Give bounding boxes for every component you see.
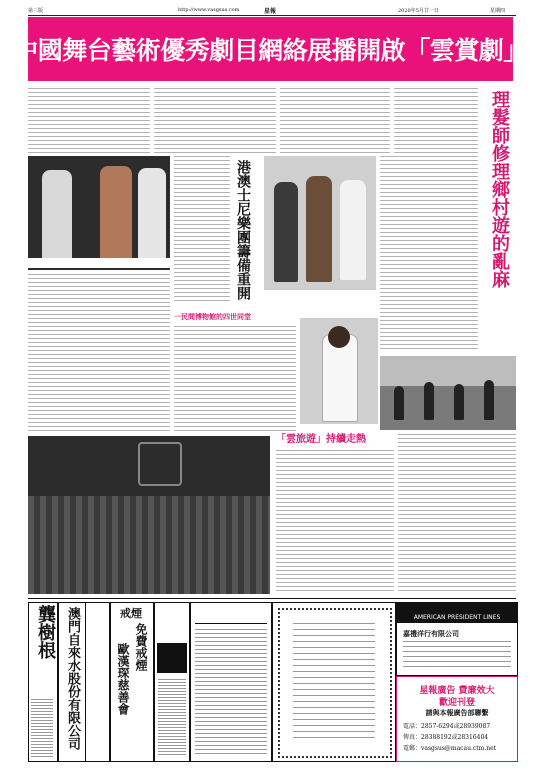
group-photo (28, 436, 270, 594)
article-text (280, 88, 390, 154)
ad-water-text: 澳門自來水股份有限公司 (65, 607, 80, 750)
ad-star-advertising (396, 676, 518, 762)
ad-star-email: 電郵：vasgsus@macau.ctm.net (403, 745, 497, 752)
celebrity-photo (28, 156, 170, 270)
article-text (28, 274, 170, 432)
ad-notice (154, 602, 190, 762)
cloud-travel-title: 「雲旅遊」持續走熱 (276, 434, 366, 445)
ad-quit-smoking-org: 歐漢琛慈善會 (116, 643, 130, 715)
article-text (174, 156, 230, 304)
article-text (154, 88, 276, 154)
ad-quit-smoking (110, 602, 154, 762)
article-text (28, 88, 150, 154)
ad-shipping-agent: 嘉禮洋行有限公司 (403, 629, 459, 638)
article-text (174, 326, 296, 432)
page-number: 第三版 (28, 8, 44, 14)
photo-caption (28, 258, 170, 268)
portrait-photo (300, 318, 378, 424)
ad-quit-smoking-free: 免費戒煙 (134, 623, 148, 671)
article-text (380, 156, 478, 352)
site-url: http://www.vasgsus.com (178, 7, 240, 13)
concert-article-title: 港澳士尼樂團籌備重開 (235, 160, 251, 300)
headline-banner (13, 17, 528, 81)
stage-photo (264, 156, 376, 290)
ad-schedule (190, 602, 272, 762)
ad-star-line1: 星報廣告 費廉效大 (419, 686, 495, 696)
ad-shipping (396, 602, 518, 676)
issue-weekday: 星期四 (490, 8, 506, 14)
page-header (28, 6, 516, 16)
article-text (276, 450, 394, 594)
ad-star-line2: 歡迎刊登 (438, 698, 475, 708)
tour-photo (380, 356, 516, 430)
ad-gongshugen (28, 602, 58, 762)
headline-title: 中國舞台藝術優秀劇目網絡展播開啟「雲賞劇」 (13, 36, 528, 65)
paper-name: 星報 (264, 8, 277, 15)
ad-water-company (58, 602, 110, 762)
ad-star-fax: 傳真：28388192或28316404 (403, 734, 489, 741)
article-text (398, 434, 516, 594)
photo-caption (264, 290, 376, 302)
ad-star-line3: 請與本報廣告部聯繫 (425, 708, 489, 717)
article-text (394, 88, 478, 154)
ad-star-tel: 電話：2857-6294或28939087 (403, 723, 491, 730)
ad-gongshugen-text: 龔樹根 (35, 605, 56, 659)
ad-shipping-brand: AMERICAN PRESIDENT LINES (397, 603, 517, 623)
issue-date: 2020年5月廿一日 (398, 8, 439, 14)
barber-article-title: 理髮師修理鄉村遊的亂麻 (489, 90, 510, 288)
ads-divider (28, 598, 516, 599)
ad-decorative (272, 602, 396, 762)
museum-article-title: 一民間博物館的四世同堂 (174, 312, 374, 321)
ad-quit-smoking-heading: 戒煙 (120, 607, 142, 620)
